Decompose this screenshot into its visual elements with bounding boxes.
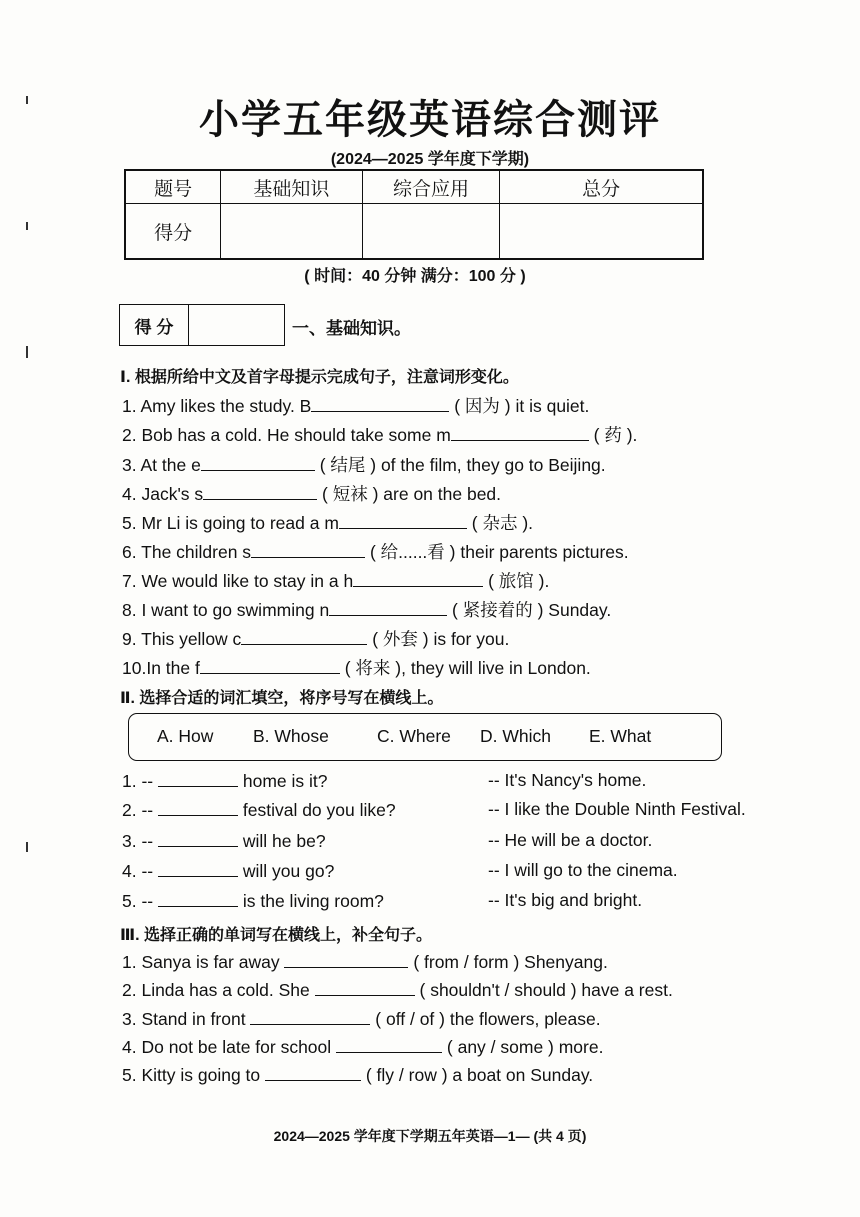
score-header-cell: 基础知识 bbox=[221, 170, 363, 204]
answer-blank[interactable] bbox=[336, 1036, 442, 1053]
question-text: 3. At the e bbox=[122, 455, 201, 475]
question-text: home is it? bbox=[238, 771, 328, 791]
question-line bbox=[122, 393, 589, 418]
question-number: 2. -- bbox=[122, 800, 154, 820]
word-option: B. Whose bbox=[253, 726, 329, 746]
question-text: is for you. bbox=[428, 629, 510, 649]
question-number: 5. -- bbox=[122, 891, 154, 911]
question-line bbox=[122, 626, 509, 651]
dialog-answer: -- I like the Double Ninth Festival. bbox=[488, 799, 746, 819]
answer-blank[interactable] bbox=[251, 541, 365, 558]
score-cell[interactable] bbox=[362, 204, 500, 260]
answer-blank[interactable] bbox=[311, 395, 449, 412]
answer-blank[interactable] bbox=[339, 512, 467, 529]
question-hint: ( 短袜 ) bbox=[322, 484, 379, 504]
question-hint: ( 因为 ) bbox=[454, 396, 511, 416]
question-text: ( from / form ) Shenyang. bbox=[408, 952, 608, 972]
question-text: ( off / of ) the flowers, please. bbox=[370, 1009, 601, 1029]
scan-mark bbox=[26, 346, 28, 358]
question-text: will he be? bbox=[238, 831, 326, 851]
question-hint: ( 给......看 ) bbox=[369, 542, 456, 562]
question-text: 3. Stand in front bbox=[122, 1009, 251, 1029]
answer-blank[interactable] bbox=[241, 628, 367, 645]
question-line bbox=[122, 510, 533, 535]
answer-blank[interactable] bbox=[329, 599, 447, 616]
answer-blank[interactable] bbox=[203, 483, 317, 500]
question-text: is the living room? bbox=[238, 891, 384, 911]
question-text: ( shouldn't / should ) have a rest. bbox=[414, 980, 673, 1000]
question-text: 2. Linda has a cold. She bbox=[122, 980, 315, 1000]
scan-mark bbox=[26, 842, 28, 852]
question-line bbox=[122, 979, 673, 1001]
score-cell[interactable] bbox=[500, 204, 703, 260]
answer-blank[interactable] bbox=[451, 424, 589, 441]
part3-heading: Ⅲ. 选择正确的单词写在横线上，补全句子。 bbox=[120, 927, 433, 944]
question-text: 6. The children s bbox=[122, 542, 252, 562]
question-hint: ( 结尾 ) bbox=[319, 455, 377, 475]
question-hint: ( 紧接着的 ) bbox=[452, 600, 544, 620]
question-line bbox=[122, 452, 606, 477]
question-line bbox=[122, 1008, 601, 1030]
question-text: 7. We would like to stay in a h bbox=[122, 571, 354, 591]
dialog-question bbox=[122, 799, 396, 821]
section-title: 一、基础知识。 bbox=[292, 319, 411, 338]
answer-blank[interactable] bbox=[284, 951, 408, 968]
dialog-answer: -- It's Nancy's home. bbox=[488, 770, 647, 790]
question-text: 4. Do not be late for school bbox=[122, 1037, 337, 1057]
answer-blank[interactable] bbox=[200, 657, 340, 674]
question-number: 1. -- bbox=[122, 771, 154, 791]
dialog-answer: -- He will be a doctor. bbox=[488, 830, 653, 850]
question-line bbox=[122, 1036, 603, 1058]
score-row-label: 得分 bbox=[125, 204, 221, 260]
word-option: A. How bbox=[157, 726, 214, 746]
word-option: C. Where bbox=[377, 726, 451, 746]
question-hint: ( 将来 ) bbox=[344, 658, 402, 678]
answer-blank[interactable] bbox=[158, 890, 238, 907]
question-text: will you go? bbox=[238, 861, 335, 881]
question-number: 4. -- bbox=[122, 861, 154, 881]
answer-blank[interactable] bbox=[158, 799, 238, 816]
word-option: D. Which bbox=[480, 726, 551, 746]
scan-mark bbox=[26, 222, 28, 230]
question-text: 9. This yellow c bbox=[122, 629, 242, 649]
question-text: ( fly / row ) a boat on Sunday. bbox=[361, 1065, 594, 1085]
score-table bbox=[124, 169, 704, 260]
question-hint: ( 药 ). bbox=[593, 425, 638, 445]
question-line bbox=[122, 568, 549, 593]
score-header-cell: 题号 bbox=[125, 170, 221, 204]
question-text: it is quiet. bbox=[510, 396, 590, 416]
question-text: of the film, they go to Beijing. bbox=[376, 455, 606, 475]
question-text: 5. Mr Li is going to read a m bbox=[122, 513, 339, 533]
question-text: ( any / some ) more. bbox=[442, 1037, 604, 1057]
score-header-cell: 综合应用 bbox=[362, 170, 500, 204]
part2-heading: Ⅱ. 选择合适的词汇填空，将序号写在横线上。 bbox=[120, 690, 444, 707]
score-cell[interactable] bbox=[221, 204, 363, 260]
dialog-answer: -- I will go to the cinema. bbox=[488, 860, 678, 880]
question-text: 10.In the f bbox=[122, 658, 200, 678]
question-hint: ( 旅馆 ). bbox=[488, 571, 550, 591]
question-line bbox=[122, 481, 501, 506]
section-score-box bbox=[119, 304, 285, 346]
question-line bbox=[122, 1064, 593, 1086]
answer-blank[interactable] bbox=[201, 454, 315, 471]
question-text: , they will live in London. bbox=[401, 658, 591, 678]
answer-blank[interactable] bbox=[158, 860, 238, 877]
question-hint: ( 外套 ) bbox=[372, 629, 429, 649]
answer-blank[interactable] bbox=[353, 570, 483, 587]
question-text: 2. Bob has a cold. He should take some m bbox=[122, 425, 451, 445]
page-subtitle: (2024—2025 学年度下学期) bbox=[330, 151, 530, 168]
question-hint: ( 杂志 ). bbox=[471, 513, 534, 533]
word-bank-box bbox=[128, 713, 722, 761]
question-line bbox=[122, 539, 629, 564]
question-text: 5. Kitty is going to bbox=[122, 1065, 265, 1085]
dialog-question bbox=[122, 890, 384, 912]
question-text: Sunday. bbox=[543, 600, 612, 620]
part1-heading: Ⅰ. 根据所给中文及首字母提示完成句子，注意词形变化。 bbox=[120, 369, 519, 386]
question-line bbox=[122, 655, 591, 680]
answer-blank[interactable] bbox=[315, 979, 415, 996]
answer-blank[interactable] bbox=[250, 1008, 370, 1025]
question-text: 4. Jack's s bbox=[122, 484, 204, 504]
question-text: festival do you like? bbox=[238, 800, 396, 820]
question-text: 1. Sanya is far away bbox=[122, 952, 285, 972]
time-info: ( 时间：40 分钟 满分：100 分 ) bbox=[304, 268, 526, 285]
answer-blank[interactable] bbox=[158, 830, 238, 847]
section-score-label: 得 分 bbox=[120, 305, 189, 345]
dialog-question bbox=[122, 830, 326, 852]
page-title: 小学五年级英语综合测评 bbox=[199, 96, 661, 143]
question-line bbox=[122, 422, 637, 447]
question-line bbox=[122, 597, 611, 622]
question-line bbox=[122, 951, 608, 973]
answer-blank[interactable] bbox=[265, 1064, 361, 1081]
score-header-cell: 总分 bbox=[500, 170, 703, 204]
dialog-question bbox=[122, 860, 334, 882]
question-number: 3. -- bbox=[122, 831, 154, 851]
question-text: their parents pictures. bbox=[455, 542, 629, 562]
section-score-cell[interactable] bbox=[189, 305, 284, 345]
question-text: 8. I want to go swimming n bbox=[122, 600, 330, 620]
question-text: 1. Amy likes the study. B bbox=[122, 396, 312, 416]
dialog-question bbox=[122, 770, 327, 792]
word-option: E. What bbox=[589, 726, 652, 746]
dialog-answer: -- It's big and bright. bbox=[488, 890, 643, 910]
page-footer: 2024—2025 学年度下学期五年英语—1— (共 4 页) bbox=[273, 1128, 587, 1144]
answer-blank[interactable] bbox=[158, 770, 238, 787]
question-text: are on the bed. bbox=[378, 484, 502, 504]
